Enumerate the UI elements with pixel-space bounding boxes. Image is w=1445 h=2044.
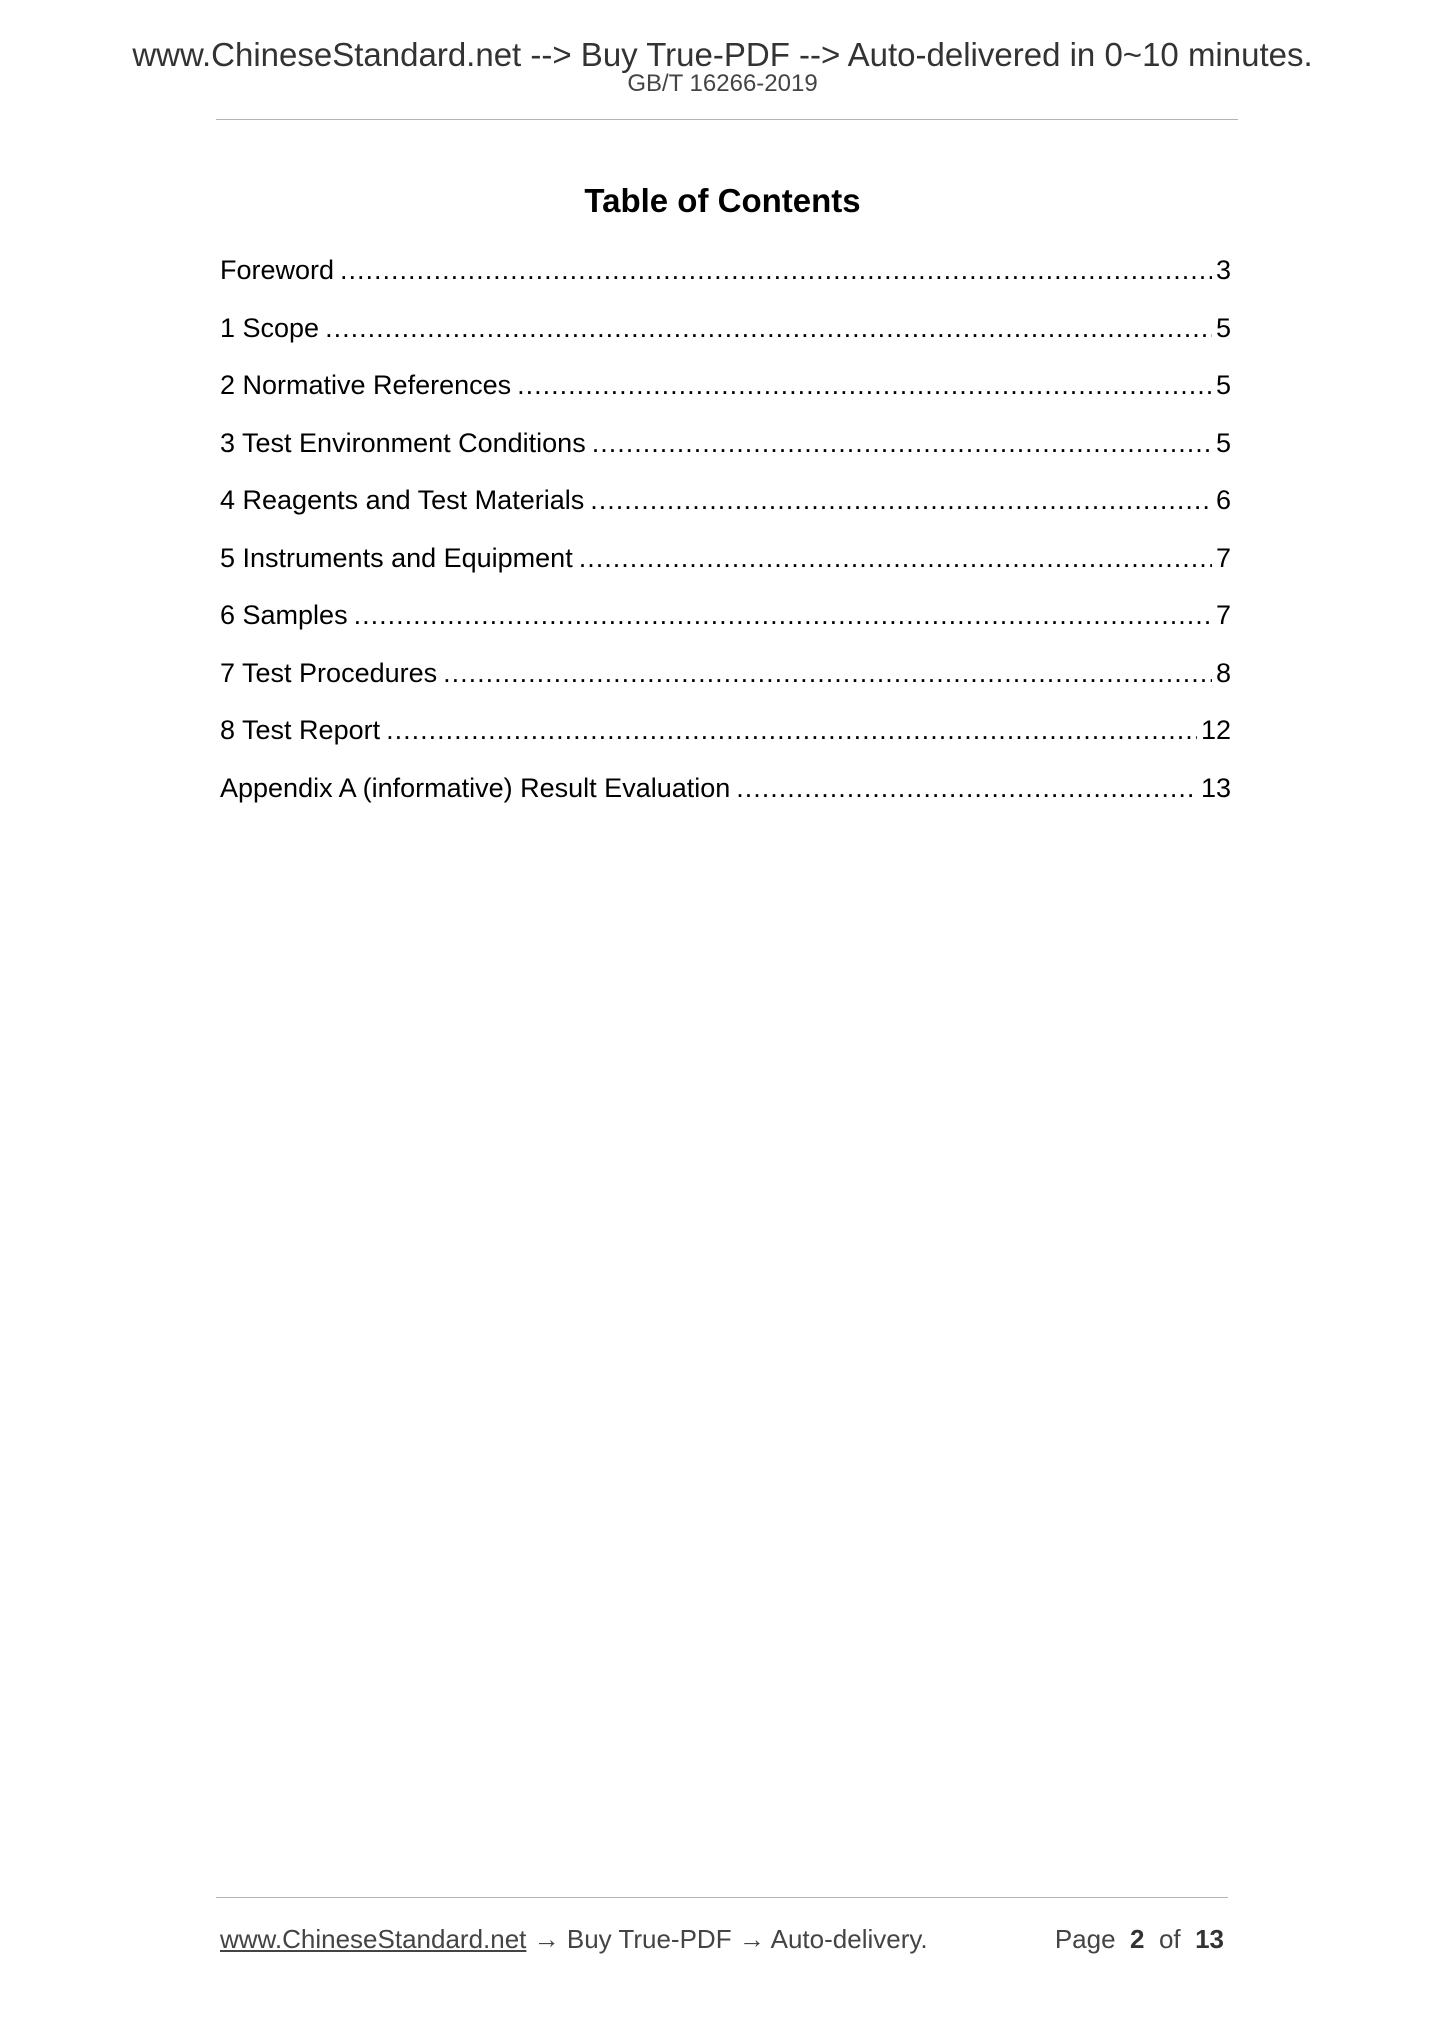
toc-entry-samples[interactable] xyxy=(220,597,1231,655)
page-total: 13 xyxy=(1195,1924,1224,1954)
toc-entry-page: 6 xyxy=(1215,485,1231,515)
toc-dot-leader xyxy=(579,540,1212,576)
page-number xyxy=(1055,1922,1224,1956)
page-footer xyxy=(220,1922,1224,1956)
toc-entry-test-procedures[interactable] xyxy=(220,655,1231,713)
toc-dot-leader xyxy=(340,252,1212,288)
toc-entry-scope[interactable] xyxy=(220,310,1231,368)
footer-buy-text: Buy True-PDF xyxy=(566,1924,732,1954)
toc-entry-test-environment-conditions[interactable] xyxy=(220,425,1231,483)
table-of-contents xyxy=(220,252,1231,827)
document-code: GB/T 16266-2019 xyxy=(627,70,818,97)
toc-title: Table of Contents xyxy=(584,182,861,219)
header-banner: www.ChineseStandard.net --> Buy True-PDF --> Auto-delivered in 0~10 minutes. xyxy=(132,36,1313,73)
toc-entry-label: 1 Scope xyxy=(220,312,320,343)
toc-entry-page: 5 xyxy=(1215,427,1231,458)
toc-dot-leader xyxy=(590,482,1212,518)
right-arrow-icon: → xyxy=(533,1924,560,1954)
toc-entry-label: 6 Samples xyxy=(220,600,348,630)
toc-entry-page: 5 xyxy=(1215,312,1231,343)
footer-delivery-text: Auto-delivery. xyxy=(770,1924,928,1954)
toc-entry-instruments-and-equipment[interactable] xyxy=(220,540,1231,598)
toc-entry-label: Foreword xyxy=(220,255,335,285)
toc-dot-leader xyxy=(592,425,1212,461)
toc-entry-page: 7 xyxy=(1215,542,1231,573)
page-word: Page xyxy=(1054,1924,1116,1954)
footer-divider xyxy=(216,1897,1228,1898)
toc-dot-leader xyxy=(386,712,1197,748)
toc-entry-appendix-a[interactable] xyxy=(220,770,1231,828)
toc-dot-leader xyxy=(517,367,1212,403)
toc-entry-label: 7 Test Procedures xyxy=(220,657,438,688)
toc-entry-page: 7 xyxy=(1215,600,1231,630)
toc-entry-page: 12 xyxy=(1200,715,1231,745)
of-word: of xyxy=(1158,1924,1181,1954)
toc-entry-page: 8 xyxy=(1215,657,1231,688)
toc-entry-label: Appendix A (informative) Result Evaluation xyxy=(220,772,731,803)
toc-entry-reagents-and-test-materials[interactable] xyxy=(220,482,1231,540)
toc-entry-foreword[interactable] xyxy=(220,252,1231,310)
page-current: 2 xyxy=(1130,1924,1145,1954)
toc-entry-label: 3 Test Environment Conditions xyxy=(220,427,586,458)
toc-dot-leader xyxy=(354,597,1212,633)
toc-entry-page: 5 xyxy=(1215,370,1231,400)
toc-entry-label: 2 Normative References xyxy=(220,370,512,400)
right-arrow-icon: → xyxy=(738,1924,765,1954)
footer-site-link[interactable]: www.ChineseStandard.net xyxy=(220,1924,527,1954)
toc-entry-label: 8 Test Report xyxy=(220,715,381,745)
header-divider xyxy=(216,119,1238,120)
toc-entry-test-report[interactable] xyxy=(220,712,1231,770)
toc-entry-page: 13 xyxy=(1200,772,1231,803)
toc-dot-leader xyxy=(325,310,1212,346)
toc-entry-page: 3 xyxy=(1215,255,1231,285)
toc-entry-label: 5 Instruments and Equipment xyxy=(220,542,573,573)
toc-entry-label: 4 Reagents and Test Materials xyxy=(220,485,585,515)
footer-promo xyxy=(220,1922,928,1956)
toc-entry-normative-references[interactable] xyxy=(220,367,1231,425)
toc-dot-leader xyxy=(736,770,1197,806)
toc-dot-leader xyxy=(443,655,1212,691)
